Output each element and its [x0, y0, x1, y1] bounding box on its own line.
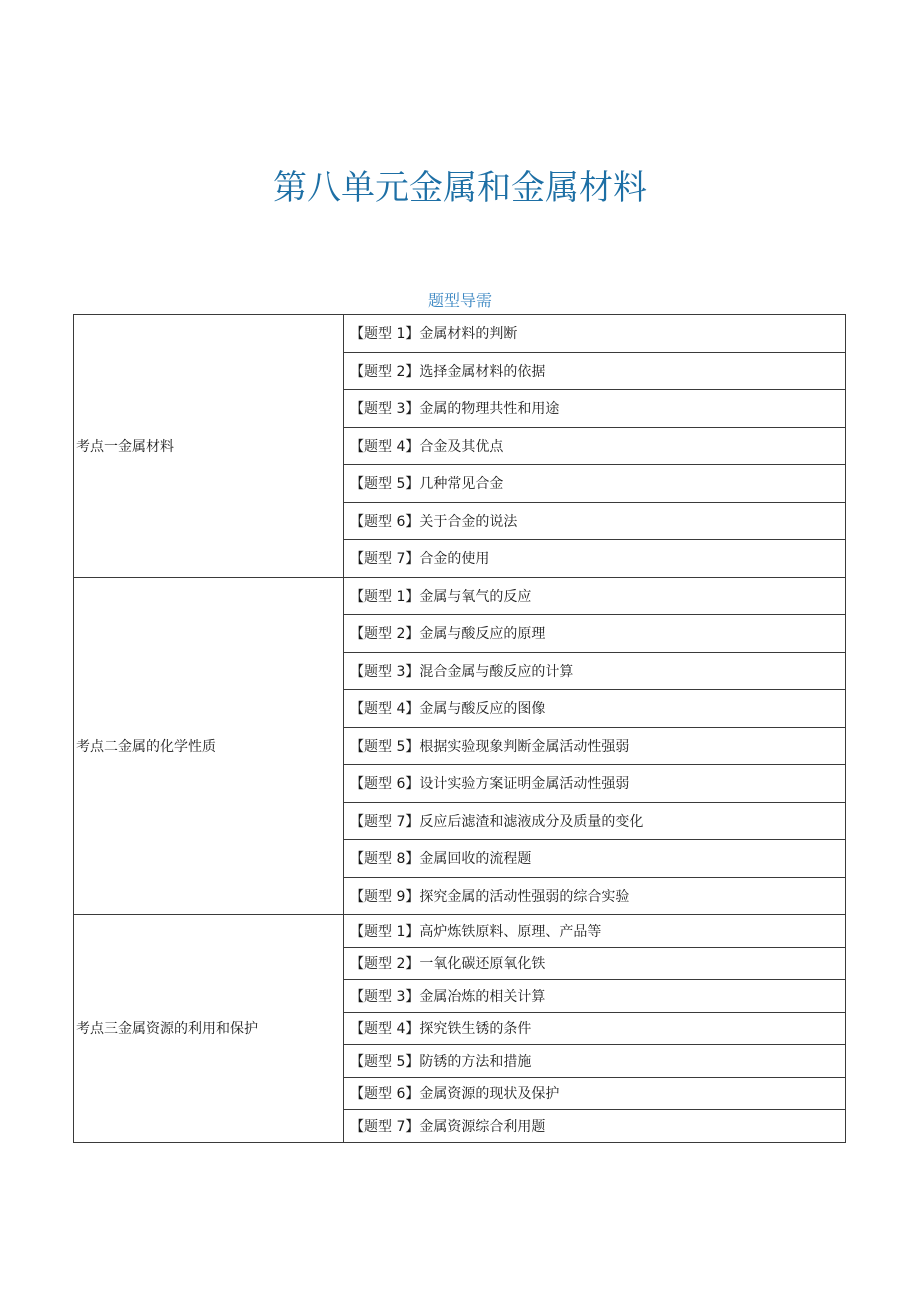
question-type-cell: [344, 1012, 846, 1045]
question-type-cell: [344, 947, 846, 980]
table-row: [74, 577, 846, 615]
question-type-cell: [344, 1045, 846, 1078]
question-type-tag: 【题型 5】: [350, 1053, 420, 1070]
question-type-text: 混合金属与酸反应的计算: [419, 663, 574, 680]
question-type-cell: [344, 315, 846, 353]
question-type-tag: 【题型 6】: [350, 513, 420, 530]
question-type-text: 防锈的方法和措施: [419, 1053, 532, 1070]
question-type-text: 根据实验现象判断金属活动性强弱: [419, 738, 630, 755]
question-type-tag: 【题型 2】: [350, 956, 420, 973]
question-type-cell: [344, 840, 846, 878]
question-type-tag: 【题型 5】: [350, 738, 420, 755]
question-type-cell: [344, 727, 846, 765]
question-type-text: 探究金属的活动性强弱的综合实验: [419, 888, 630, 905]
question-type-tag: 【题型 4】: [350, 701, 420, 718]
question-type-text: 探究铁生锈的条件: [419, 1021, 532, 1038]
question-type-text: 金属与氧气的反应: [419, 588, 532, 605]
question-type-text: 金属回收的流程题: [419, 851, 532, 868]
question-type-cell: [344, 390, 846, 428]
question-type-tag: 【题型 6】: [350, 776, 420, 793]
question-type-text: 金属的物理共性和用途: [419, 401, 560, 418]
question-type-tag: 【题型 9】: [350, 888, 420, 905]
question-type-cell: [344, 427, 846, 465]
question-type-cell: [344, 1110, 846, 1143]
question-type-tag: 【题型 8】: [350, 851, 420, 868]
question-type-tag: 【题型 7】: [350, 1118, 420, 1135]
question-type-text: 关于合金的说法: [419, 513, 518, 530]
question-type-cell: [344, 765, 846, 803]
table-row: [74, 915, 846, 948]
question-type-guide-table: [73, 314, 846, 1143]
question-type-tag: 【题型 1】: [350, 588, 420, 605]
question-type-text: 合金及其优点: [419, 438, 504, 455]
question-type-cell: [344, 352, 846, 390]
question-type-tag: 【题型 1】: [350, 923, 420, 940]
question-type-text: 反应后滤渣和滤液成分及质量的变化: [419, 813, 644, 830]
question-type-cell: [344, 877, 846, 915]
question-type-text: 金属冶炼的相关计算: [419, 988, 546, 1005]
question-type-cell: [344, 577, 846, 615]
question-type-cell: [344, 690, 846, 728]
question-type-cell: [344, 502, 846, 540]
topic-cell: 考点三金属资源的利用和保护: [74, 915, 344, 1143]
question-type-tag: 【题型 3】: [350, 401, 420, 418]
question-type-text: 几种常见合金: [419, 476, 504, 493]
question-type-tag: 【题型 2】: [350, 626, 420, 643]
question-type-cell: [344, 915, 846, 948]
question-type-text: 金属与酸反应的图像: [419, 701, 546, 718]
question-type-tag: 【题型 1】: [350, 326, 420, 343]
question-type-text: 金属资源综合利用题: [419, 1118, 546, 1135]
question-type-tag: 【题型 2】: [350, 363, 420, 380]
question-type-text: 合金的使用: [419, 551, 490, 568]
document-title: 第八单元金属和金属材料: [273, 168, 647, 208]
question-type-tag: 【题型 3】: [350, 663, 420, 680]
topic-cell: 考点二金属的化学性质: [74, 577, 344, 915]
question-type-text: 金属与酸反应的原理: [419, 626, 546, 643]
question-type-cell: [344, 1077, 846, 1110]
question-type-cell: [344, 652, 846, 690]
question-type-text: 高炉炼铁原料、原理、产品等: [419, 923, 602, 940]
question-type-text: 金属材料的判断: [419, 326, 518, 343]
question-type-tag: 【题型 6】: [350, 1086, 420, 1103]
question-type-cell: [344, 802, 846, 840]
question-type-tag: 【题型 7】: [350, 551, 420, 568]
question-type-cell: [344, 540, 846, 578]
question-type-cell: [344, 465, 846, 503]
question-type-text: 设计实验方案证明金属活动性强弱: [419, 776, 630, 793]
question-type-text: 选择金属材料的依据: [419, 363, 546, 380]
question-type-tag: 【题型 5】: [350, 476, 420, 493]
question-type-tag: 【题型 3】: [350, 988, 420, 1005]
section-heading: 题型导需: [427, 291, 492, 310]
question-type-tag: 【题型 7】: [350, 813, 420, 830]
question-type-text: 一氧化碳还原氧化铁: [419, 956, 546, 973]
question-type-text: 金属资源的现状及保护: [419, 1086, 560, 1103]
question-type-tag: 【题型 4】: [350, 1021, 420, 1038]
topic-cell: 考点一金属材料: [74, 315, 344, 578]
question-type-tag: 【题型 4】: [350, 438, 420, 455]
question-type-cell: [344, 980, 846, 1013]
table-row: [74, 315, 846, 353]
question-type-cell: [344, 615, 846, 653]
